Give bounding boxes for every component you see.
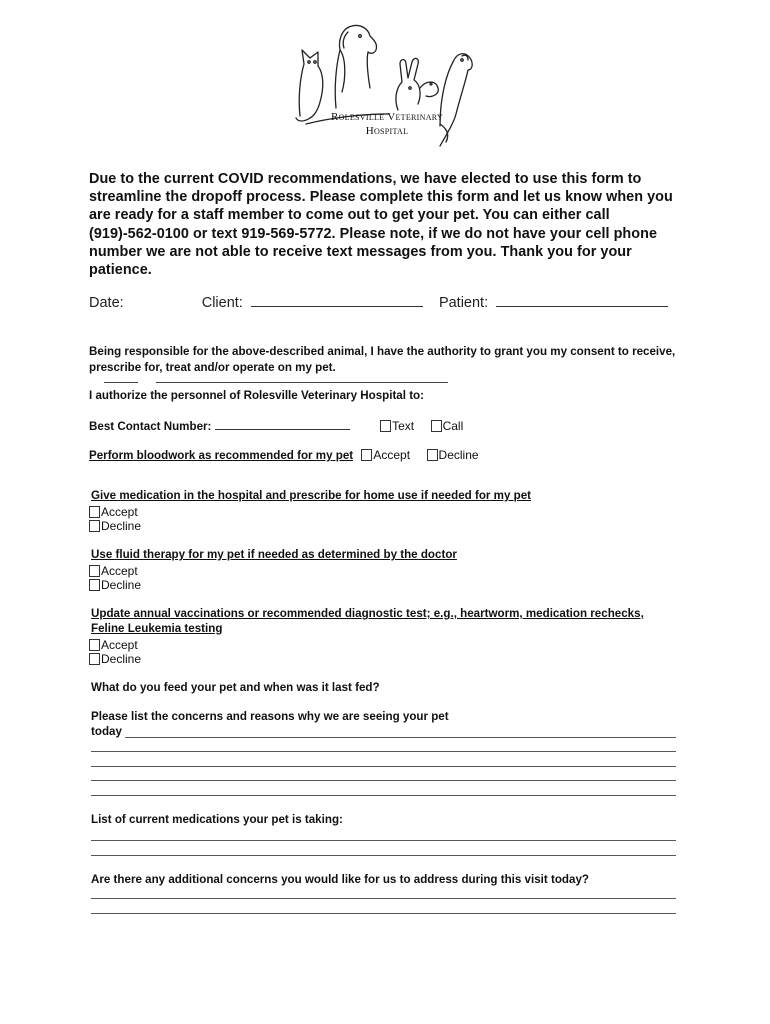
- contact-number-field[interactable]: [215, 418, 350, 430]
- hospital-name: [312, 110, 462, 138]
- medication-decline-label: Decline: [101, 519, 142, 533]
- medication-decline-option: [89, 517, 141, 535]
- concerns-line-1[interactable]: [125, 737, 676, 738]
- fluid-decline-option: [89, 576, 141, 594]
- date-field[interactable]: [128, 294, 198, 307]
- bloodwork-decline-label: Decline: [438, 448, 479, 462]
- concerns-line-5[interactable]: [91, 795, 676, 796]
- bloodwork-row: [89, 447, 689, 464]
- hospital-logo: [290, 18, 480, 153]
- call-checkbox[interactable]: [431, 420, 442, 432]
- vaccinations-accept-label: Accept: [101, 638, 138, 652]
- text-checkbox[interactable]: [380, 420, 391, 432]
- hospital-name-line1: Rolesville Veterinary: [330, 111, 444, 123]
- vaccinations-question: Update annual vaccinations or recommended diagnostic test; e.g., heartworm, medication rechecks, Feline Leukemia testing: [91, 607, 644, 635]
- medications-line-2[interactable]: [91, 855, 676, 856]
- contact-label: Best Contact Number:: [89, 420, 212, 433]
- patient-info-row: [89, 294, 668, 311]
- concerns-line-4[interactable]: [91, 780, 676, 781]
- concerns-line-2[interactable]: [91, 751, 676, 752]
- signature-line[interactable]: [156, 382, 448, 383]
- contact-row: [89, 418, 689, 435]
- date-label: Date:: [89, 295, 124, 311]
- client-label: Client:: [201, 295, 243, 311]
- concerns-line-3[interactable]: [91, 766, 676, 767]
- medication-decline-checkbox[interactable]: [89, 520, 100, 532]
- fluid-accept-label: Accept: [101, 564, 138, 578]
- fluid-decline-label: Decline: [101, 578, 142, 592]
- feed-question: What do you feed your pet and when was it last fed?: [91, 681, 380, 694]
- additional-line-2[interactable]: [91, 913, 676, 914]
- medication-accept-label: Accept: [101, 505, 138, 519]
- patient-field[interactable]: [496, 294, 668, 307]
- concerns-question: Please list the concerns and reasons why we are seeing your pet: [91, 710, 449, 723]
- fluid-decline-checkbox[interactable]: [89, 579, 100, 591]
- hospital-name-line2: Hospital: [365, 125, 409, 137]
- fluid-question: Use fluid therapy for my pet if needed as determined by the doctor: [91, 548, 457, 561]
- text-option-label: Text: [392, 419, 415, 433]
- medication-question: Give medication in the hospital and prescribe for home use if needed for my pet: [91, 489, 532, 502]
- additional-question: Are there any additional concerns you would like for us to address during this visit today?: [91, 873, 589, 886]
- authorize-text: I authorize the personnel of Rolesville Veterinary Hospital to:: [89, 389, 425, 402]
- vaccinations-decline-option: [89, 650, 141, 668]
- vaccinations-decline-checkbox[interactable]: [89, 653, 100, 665]
- consent-text: Being responsible for the above-described animal, I have the authority to grant you my consent to receive, prescribe for, treat and/or operate on my pet.: [89, 345, 676, 374]
- bloodwork-accept-checkbox[interactable]: [361, 449, 372, 461]
- patient-label: Patient:: [438, 295, 489, 311]
- additional-line-1[interactable]: [91, 898, 676, 899]
- vaccinations-decline-label: Decline: [101, 652, 142, 666]
- bloodwork-accept-label: Accept: [373, 448, 411, 462]
- medications-question: List of current medications your pet is taking:: [91, 813, 343, 826]
- bloodwork-question: Perform bloodwork as recommended for my pet: [89, 449, 354, 462]
- concerns-today-label: today: [91, 725, 122, 738]
- intro-paragraph: Due to the current COVID recommendations, we have elected to use this form to streamline the dropoff process. Please complete this form and let us know when you are ready for a staff member to come out to get your pet. You can either call (919)-562-0100 or text 919-569-5772. Please note, if we do not have your cell phone number we are not able to receive text messages from you. Thank you for your patience.: [89, 171, 673, 279]
- medications-line-1[interactable]: [91, 840, 676, 841]
- signature-line-short: [104, 382, 138, 383]
- client-field[interactable]: [251, 294, 423, 307]
- bloodwork-decline-checkbox[interactable]: [427, 449, 438, 461]
- call-option-label: Call: [442, 419, 464, 433]
